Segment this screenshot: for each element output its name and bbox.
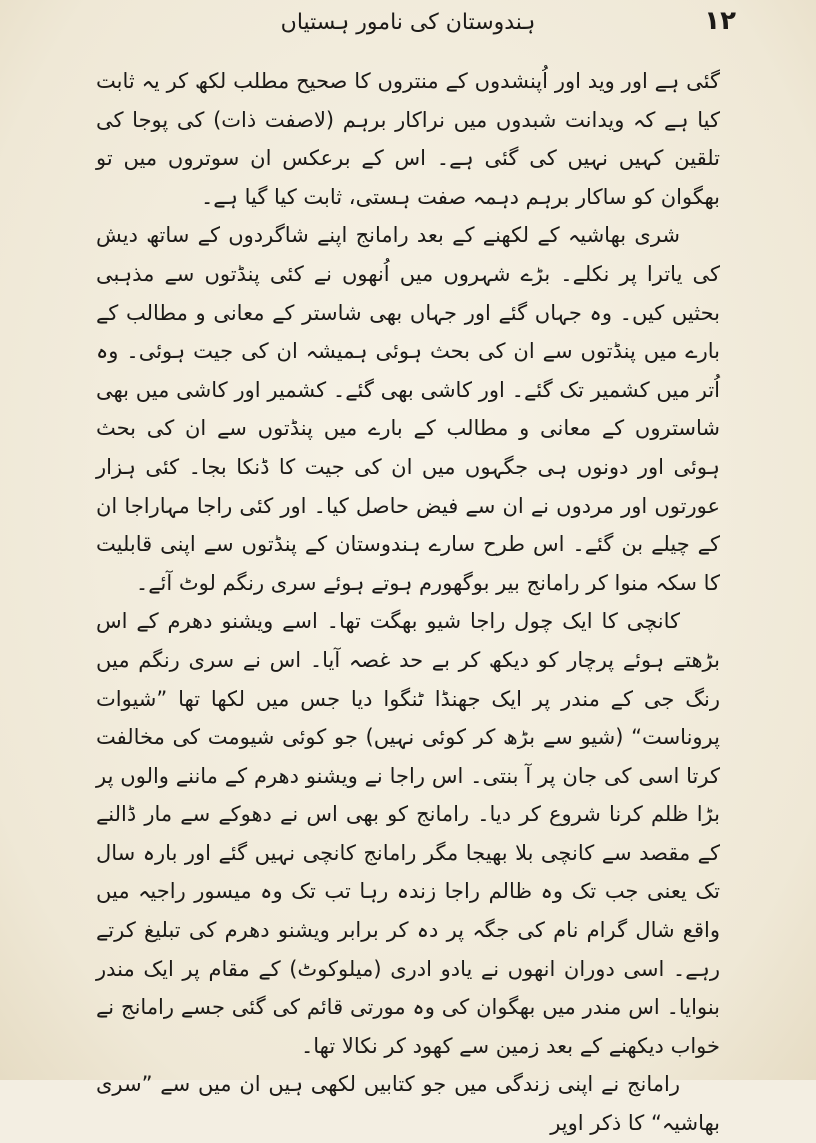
page-header: [80, 6, 736, 46]
paragraph: رامانج نے اپنی زندگی میں جو کتابیں لکھی ہیں ان میں سے ”سری بھاشیہ“ کا ذکر اوپر: [96, 1072, 720, 1136]
running-head: ہندوستان کی نامور ہستیاں: [280, 10, 536, 35]
paragraph: کانچی کا ایک چول راجا شیو بھگت تھا۔ اسے ویشنو دھرم کے اس بڑھتے ہوئے پرچار کو دیکھ کر بے حد غصہ آیا۔ اس نے سری رنگم میں رنگ جی کے مندر پر ایک جھنڈا ٹنگوا دیا جس میں لکھا تھا ”شیوات پروناست“ (شیو سے بڑھ کر کوئی نہیں) جو کوئی شیومت کی مخالفت کرتا اسی کی جان پر آ بنتی۔ اس راجا نے ویشنو دھرم کے ماننے والوں پر بڑا ظلم کرنا شروع کر دیا۔ رامانج کو بھی اس نے دھوکے سے مار ڈالنے کے مقصد سے کانچی بلا بھیجا مگر رامانج کانچی نہیں گئے اور بارہ سال تک یعنی جب تک وہ ظالم راجا زندہ رہا تب تک وہ میسور راجیہ میں واقع شال گرام نام کی جگہ پر دہ کر برابر ویشنو دھرم کی تبلیغ کرتے رہے۔ اسی دوران انھوں نے یادو ادری (میلوکوٹ) کے مقام پر ایک مندر بنوایا۔ اس مندر میں بھگوان کی وہ مورتی قائم کی گئی جسے رامانج نے خواب دیکھنے کے بعد زمین سے کھود کر نکالا تھا۔: [96, 609, 720, 1058]
body-text: [96, 62, 720, 1143]
paragraph: شری بھاشیہ کے لکھنے کے بعد رامانج اپنے شاگردوں کے ساتھ دیش کی یاترا پر نکلے۔ بڑے شہروں میں اُنھوں نے کئی پنڈتوں سے مذہبی بحثیں کیں۔ وہ جہاں گئے اور جہاں بھی شاستر کے معانی و مطالب کے بارے میں پنڈتوں سے ان کی بحث ہوئی ہمیشہ ان کی جیت ہوئی۔ وہ اُتر میں کشمیر تک گئے۔ اور کاشی بھی گئے۔ کشمیر اور کاشی میں بھی شاستروں کے معانی و مطالب کے بارے میں پنڈتوں سے ان کی بحث ہوئی اور دونوں ہی جگہوں میں ان کی جیت کا ڈنکا بجا۔ کئی ہزار عورتوں اور مردوں نے ان سے فیض حاصل کیا۔ اور کئی راجا مہاراجا ان کے چیلے بن گئے۔ اس طرح سارے ہندوستان کے پنڈتوں سے اپنی قابلیت کا سکہ منوا کر رامانج بیر بوگھورم ہوتے ہوئے سری رنگم لوٹ آئے۔: [96, 223, 720, 595]
page-number: ١٢: [704, 6, 736, 36]
paragraph: گئی ہے اور وید اور اُپنشدوں کے منتروں کا صحیح مطلب لکھ کر یہ ثابت کیا ہے کہ ویدانت شبدوں میں نراکار برہم (لاصفت ذات) کی پوجا کی تلقین کہیں نہیں کی گئی ہے۔ اس کے برعکس ان سوتروں میں تو بھگوان کو ساکار برہم دہمہ صفت ہستی، ثابت کیا گیا ہے۔: [96, 69, 720, 209]
